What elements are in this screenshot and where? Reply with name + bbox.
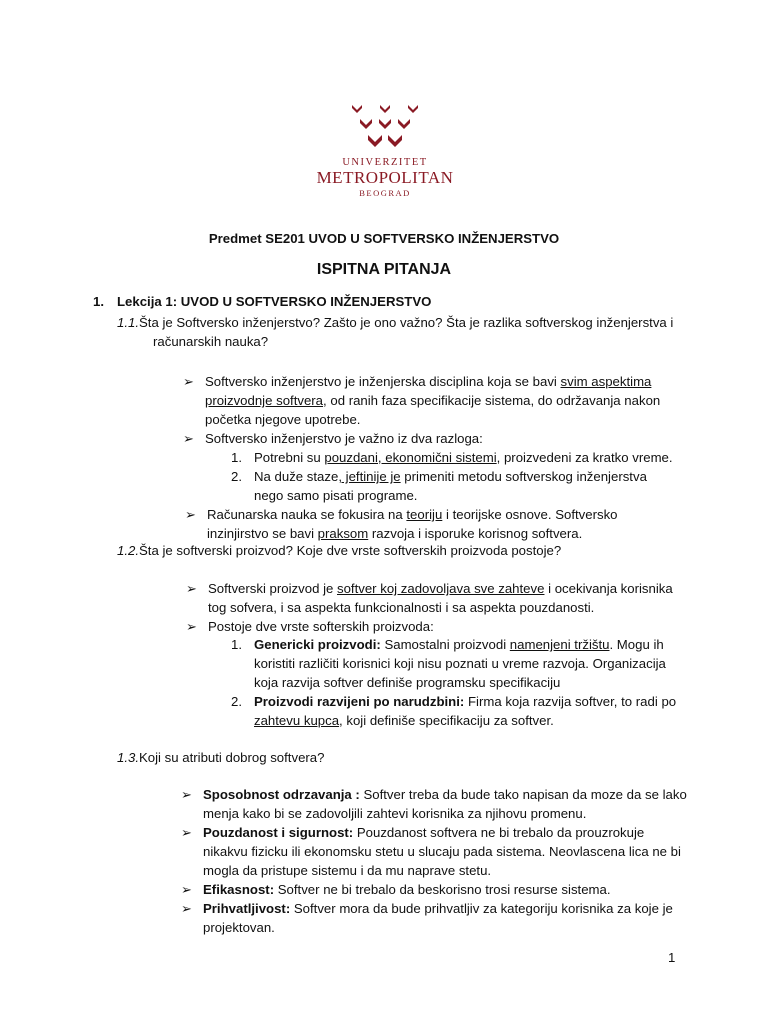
arrow-bullet-icon: ➢ (181, 825, 192, 840)
attribute-item-cont: nikakvu fizicku ili ekonomsku stetu u slucaju pada sistema. Neovlascena lica ne bi (203, 844, 681, 859)
attribute-item (203, 899, 673, 918)
text: razvoja i isporuke korisnog softvera. (368, 526, 583, 541)
attribute-item-cont: menja kako bi se zadovoljili zahtevi korisnika za njihovu promenu. (203, 806, 587, 821)
subject-heading: Predmet SE201 UVOD U SOFTVERSKO INŽENJERSTVO (208, 231, 560, 246)
text: inzinjirstvo se bavi (207, 526, 318, 541)
logo-line-beograd: BEOGRAD (359, 188, 411, 198)
attribute-item (203, 785, 687, 804)
underlined-text: zahtevu kupca (254, 713, 340, 728)
text: Softverski proizvod je (208, 581, 337, 596)
answer-bullet-cont: početka njegove upotrebe. (205, 412, 361, 427)
list-item (254, 635, 664, 654)
answer-bullet (208, 579, 673, 598)
page-title: ISPITNA PITANJA (316, 261, 452, 278)
text: Računarska nauka se fokusira na (207, 507, 407, 522)
text: i ocekivanja korisnika (544, 581, 673, 596)
bold-label: Genericki proizvodi: (254, 637, 381, 652)
list-item-cont: koja razvija softver definiše programsku specifikaciju (254, 675, 561, 690)
question-text: Koji su atributi dobrog softvera? (139, 750, 325, 765)
bold-label: Prihvatljivost: (203, 901, 291, 916)
question-number: 1.2. (117, 543, 139, 558)
bold-label: Efikasnost: (203, 882, 275, 897)
attribute-item (203, 823, 644, 842)
list-item-cont: koristiti različiti korisnici koji nisu poznati u vreme razvoja. Organizacija (254, 656, 666, 671)
underlined-text: svim aspektima (560, 374, 652, 389)
arrow-bullet-icon: ➢ (183, 431, 194, 446)
question-1-1 (117, 313, 673, 332)
question-text: Šta je Softversko inženjerstvo? Zašto je ono važno? Šta je razlika softverskog inženjerstva i (139, 315, 674, 330)
text: i teorijske osnove. Softversko (442, 507, 618, 522)
text: primeniti metodu softverskog inženjerstva (400, 469, 647, 484)
bold-label: Pouzdanost i sigurnost: (203, 825, 354, 840)
underlined-text: praksom (317, 526, 369, 541)
answer-bullet-cont: tog sofvera, i sa aspekta funkcionalnosti i sa aspekta pouzdanosti. (208, 600, 595, 615)
chevrons-emblem (300, 95, 470, 155)
underlined-text: namenjeni tržištu (509, 637, 610, 652)
arrow-bullet-icon: ➢ (181, 787, 192, 802)
logo-line-metropolitan: METROPOLITAN (316, 168, 454, 187)
arrow-bullet-icon: ➢ (186, 581, 197, 596)
attribute-item-cont: mogla da pristupe sistemu i da mu naprave stetu. (203, 863, 492, 878)
underlined-text: , jeftinije je (338, 469, 401, 484)
arrow-bullet-icon: ➢ (181, 901, 192, 916)
bold-label: Sposobnost odrzavanja : (203, 787, 360, 802)
text: Softver treba da bude tako napisan da moze da se lako (359, 787, 687, 802)
lesson-title: Lekcija 1: UVOD U SOFTVERSKO INŽENJERSTVO (117, 294, 432, 309)
question-text: Šta je softverski proizvod? Koje dve vrste softverskih proizvoda postoje? (139, 543, 562, 558)
answer-bullet: Softversko inženjerstvo je važno iz dva razloga: (205, 431, 483, 446)
attribute-item (203, 880, 611, 899)
text: , koji definiše specifikaciju za softver. (339, 713, 554, 728)
list-item-cont (254, 711, 554, 730)
text: Pouzdanost softvera ne bi trebalo da prouzrokuje (353, 825, 645, 840)
list-item (254, 692, 676, 711)
answer-bullet (205, 372, 651, 391)
arrow-bullet-icon: ➢ (181, 882, 192, 897)
question-number: 1.1. (117, 315, 139, 330)
page-number: 1 (668, 950, 676, 965)
list-number: 2. (231, 694, 242, 709)
arrow-bullet-icon: ➢ (186, 619, 197, 634)
text: Na duže staze (254, 469, 339, 484)
arrow-bullet-icon: ➢ (183, 374, 194, 389)
text: . Mogu ih (609, 637, 664, 652)
text: Firma koja razvija softver, to radi po (464, 694, 677, 709)
list-item-cont: nego samo pisati programe. (254, 488, 418, 503)
text: , od ranih faza specifikacije sistema, do održavanja nakon (323, 393, 661, 408)
list-number: 1. (231, 637, 242, 652)
university-logo (300, 95, 470, 210)
answer-bullet (207, 505, 618, 524)
text: Softver mora da bude prihvatljiv za kategoriju korisnika za koje je (290, 901, 673, 916)
lesson-number: 1. (93, 294, 104, 309)
bold-label: Proizvodi razvijeni po narudzbini: (254, 694, 465, 709)
text: Softversko inženjerstvo je inženjerska disciplina koja se bavi (205, 374, 561, 389)
underlined-text: pouzdani, ekonomični sistemi (324, 450, 497, 465)
list-item (254, 467, 647, 486)
text: Potrebni su (254, 450, 325, 465)
question-1-2 (117, 541, 561, 560)
list-number: 2. (231, 469, 242, 484)
logo-line-univerzitet: UNIVERZITET (342, 157, 428, 168)
text: Samostalni proizvodi (380, 637, 510, 652)
question-1-3 (117, 748, 324, 767)
underlined-text: proizvodnje softvera (205, 393, 324, 408)
text: , proizvedeni za kratko vreme. (496, 450, 673, 465)
question-1-1-cont: računarskih nauka? (153, 334, 269, 349)
list-item (254, 448, 673, 467)
arrow-bullet-icon: ➢ (185, 507, 196, 522)
underlined-text: softver koj zadovoljava sve zahteve (337, 581, 545, 596)
attribute-item-cont: projektovan. (203, 920, 275, 935)
text: Softver ne bi trebalo da beskorisno trosi resurse sistema. (274, 882, 611, 897)
list-number: 1. (231, 450, 242, 465)
answer-bullet-cont (205, 391, 660, 410)
question-number: 1.3. (117, 750, 139, 765)
underlined-text: teoriju (406, 507, 443, 522)
answer-bullet: Postoje dve vrste softerskih proizvoda: (208, 619, 434, 634)
